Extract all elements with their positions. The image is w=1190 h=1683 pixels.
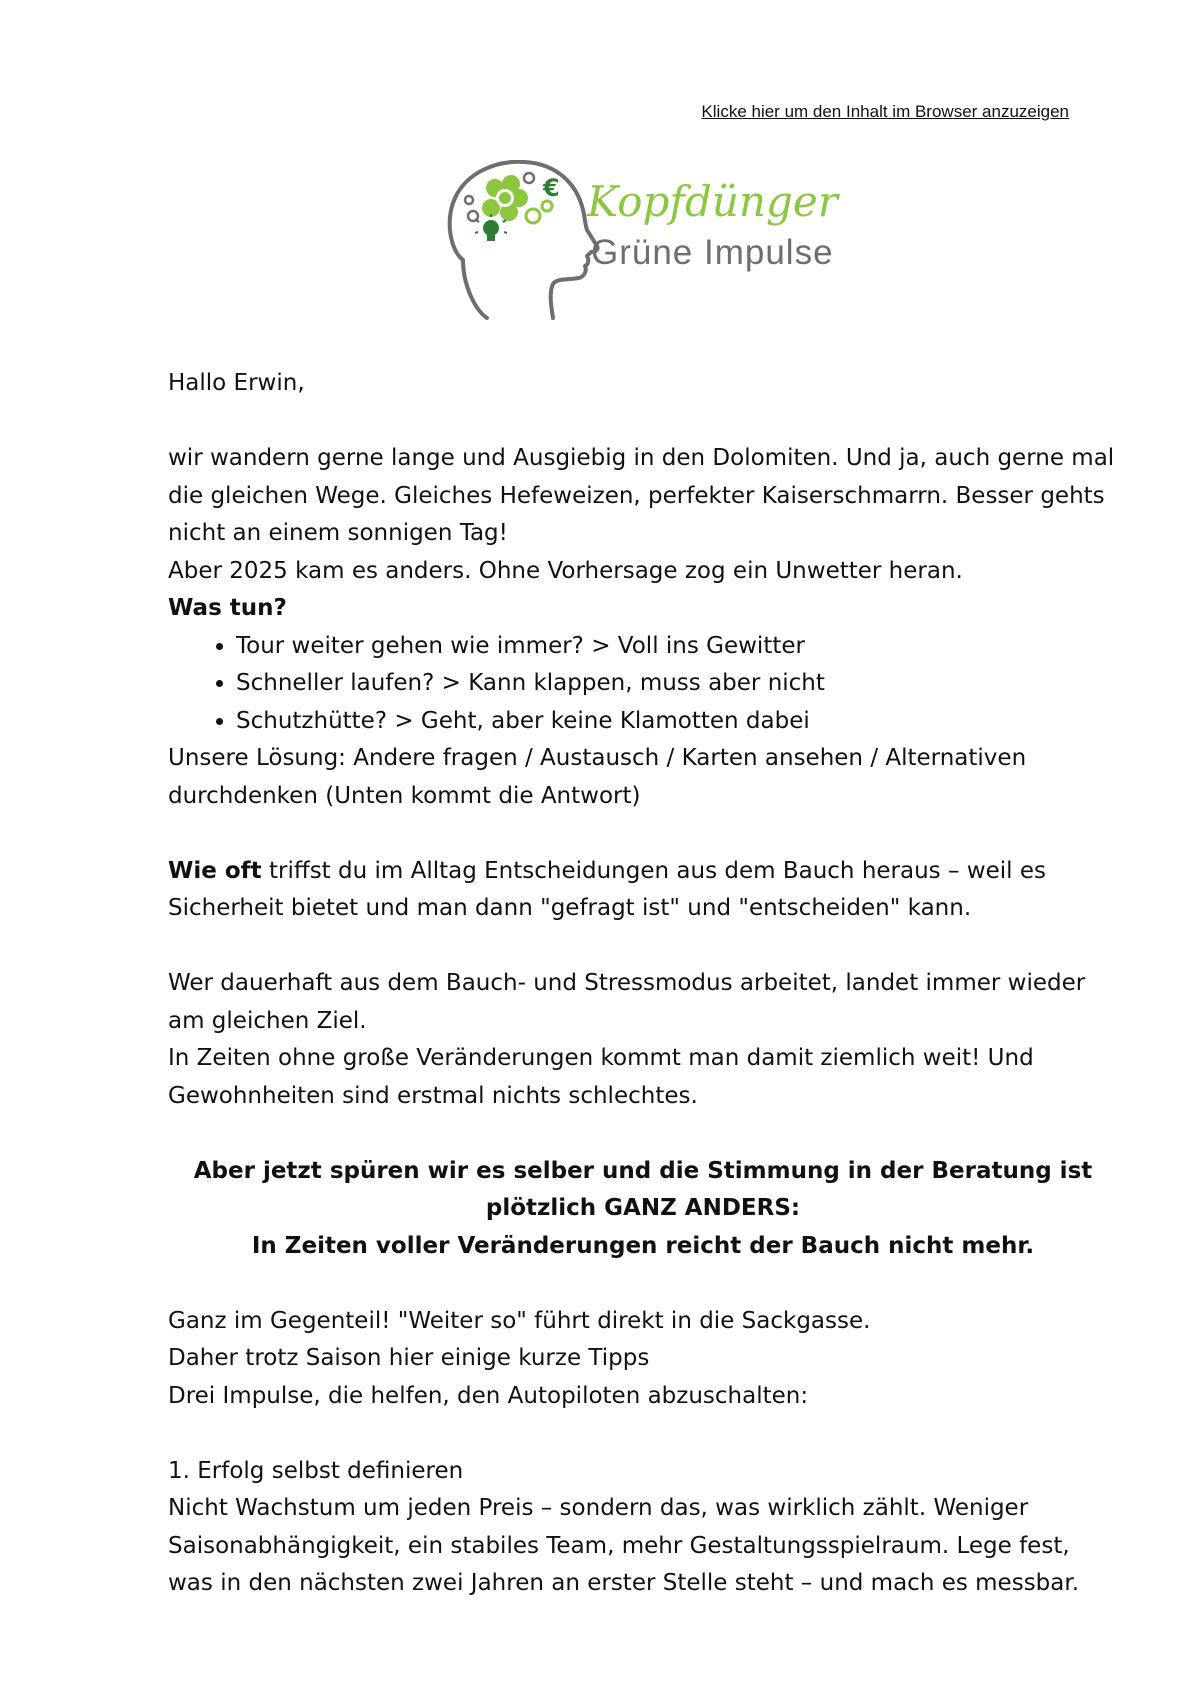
- contrary-line: Drei Impulse, die helfen, den Autopiloten abzuschalten:: [168, 1382, 809, 1409]
- how-often-line: Sicherheit bietet und man dann "gefragt ist" und "entscheiden" kann.: [168, 895, 972, 921]
- how-often-line: [168, 853, 1118, 891]
- highlight-line: In Zeiten voller Veränderungen reicht der Bauch nicht mehr.: [251, 1232, 1035, 1259]
- tip-title: 1. Erfolg selbst definieren: [168, 1457, 464, 1484]
- kopfduenger-logo: [445, 160, 865, 330]
- highlight-line: Aber jetzt spüren wir es selber und die Stimmung in der Beratung ist: [193, 1157, 1093, 1184]
- head-outline-icon: [450, 162, 598, 318]
- list-item: • Schneller laufen? > Kann klappen, muss aber nicht: [236, 665, 1118, 703]
- letter-body: [168, 365, 1118, 1603]
- euro-icon: €: [543, 174, 560, 202]
- stress-line: am gleichen Ziel.: [168, 1007, 367, 1034]
- lightbulb-icon: [475, 214, 507, 241]
- stress-line: Gewohnheiten sind erstmal nichts schlechtes.: [168, 1082, 698, 1109]
- view-in-browser-link[interactable]: Klicke hier um den Inhalt im Browser anzuzeigen: [701, 102, 1069, 121]
- flower-icon: [482, 175, 528, 221]
- solution-line: Unsere Lösung: Andere fragen / Austausch / Karten ansehen / Alternativen: [168, 745, 1027, 771]
- tip-line: Saisonabhängigkeit, ein stabiles Team, mehr Gestaltungsspielraum. Lege fest,: [168, 1532, 1070, 1559]
- greeting: Hallo Erwin,: [168, 370, 305, 396]
- solution-line: durchdenken (Unten kommt die Antwort): [168, 782, 641, 809]
- logo-tagline: Grüne Impulse: [591, 233, 834, 272]
- how-often-bold: Wie oft: [168, 857, 262, 884]
- logo-brand: Kopfdünger: [587, 177, 838, 226]
- list-item: • Schutzhütte? > Geht, aber keine Klamotten dabei: [236, 703, 1118, 741]
- gear-icon: [526, 201, 552, 223]
- intro-line: nicht an einem sonnigen Tag!: [168, 520, 508, 546]
- intro-line: wir wandern gerne lange und Ausgiebig in den Dolomiten. Und ja, auch gerne mal: [168, 445, 1115, 471]
- how-often-rest: triffst du im Alltag Entscheidungen aus dem Bauch heraus – weil es: [261, 857, 1046, 884]
- highlight-line: plötzlich GANZ ANDERS:: [485, 1195, 801, 1221]
- stress-line: In Zeiten ohne große Veränderungen kommt man damit ziemlich weit! Und: [168, 1045, 1034, 1071]
- options-list: [168, 628, 1118, 741]
- tip-line: was in den nächsten zwei Jahren an erster Stelle steht – und mach es messbar.: [168, 1570, 1080, 1596]
- intro-line: die gleichen Wege. Gleiches Hefeweizen, perfekter Kaiserschmarrn. Besser gehts: [168, 482, 1105, 509]
- question-heading: Was tun?: [168, 595, 287, 621]
- list-item: • Tour weiter gehen wie immer? > Voll ins Gewitter: [236, 628, 1118, 666]
- tip-line: Nicht Wachstum um jeden Preis – sondern das, was wirklich zählt. Weniger: [168, 1495, 1029, 1521]
- stress-line: Wer dauerhaft aus dem Bauch- und Stressmodus arbeitet, landet immer wieder: [168, 970, 1086, 996]
- contrary-line: Daher trotz Saison hier einige kurze Tipps: [168, 1345, 650, 1371]
- intro-line: Aber 2025 kam es anders. Ohne Vorhersage zog ein Unwetter heran.: [168, 557, 963, 584]
- contrary-line: Ganz im Gegenteil! "Weiter so" führt direkt in die Sackgasse.: [168, 1307, 871, 1334]
